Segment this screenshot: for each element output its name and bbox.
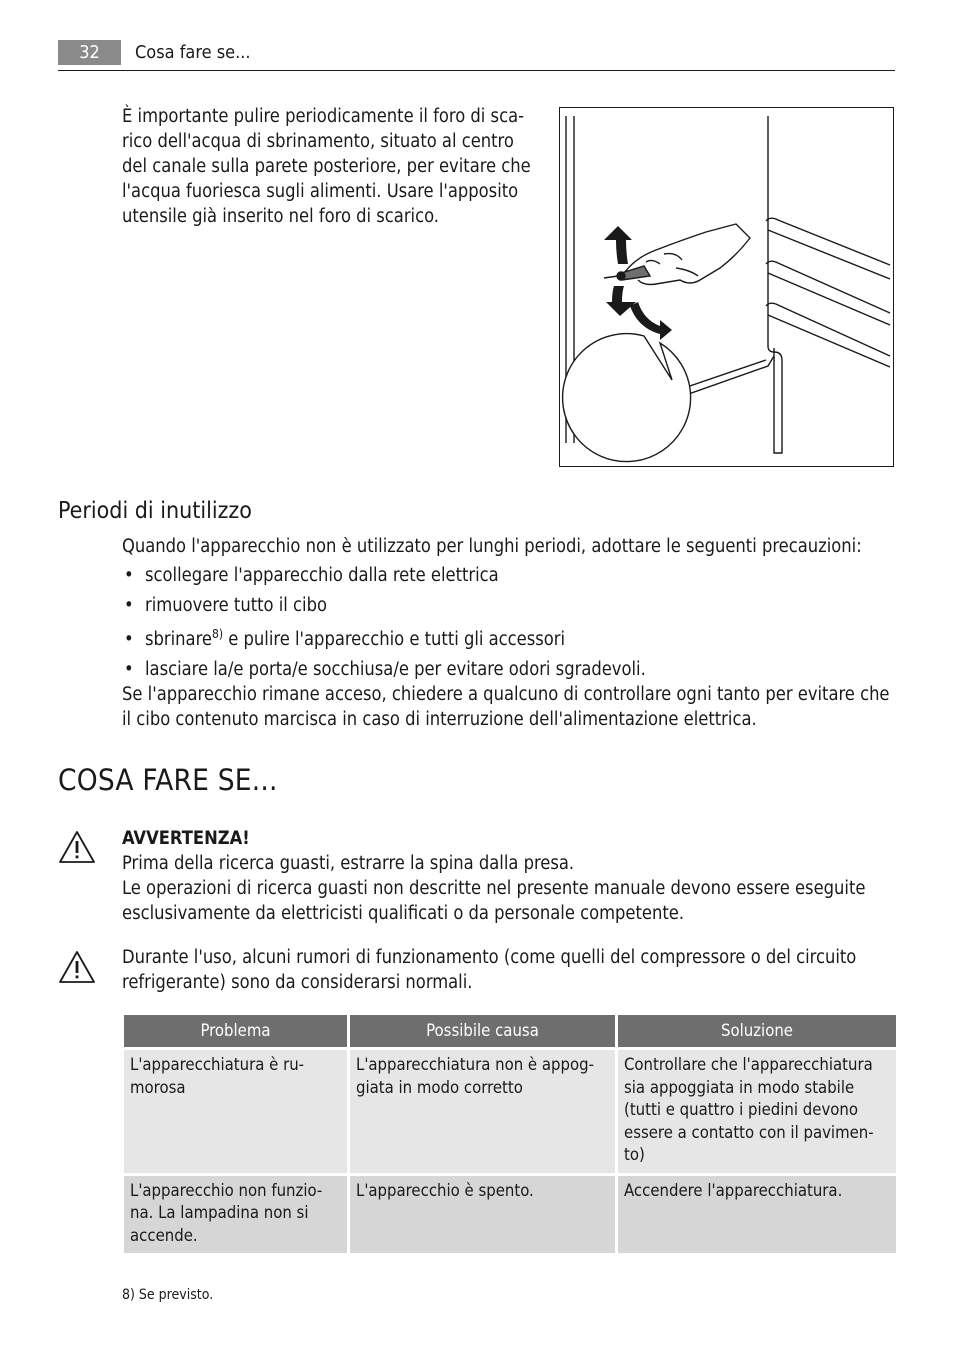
idle-precautions-list [122, 563, 892, 682]
warning-text: Le operazioni di ricerca guasti non descritte nel presente manuale devono essere eseguite esclusivamente da elettricisti qualificati o da personale competente. [122, 878, 866, 924]
drain-hole-illustration [559, 107, 894, 467]
warning-block [122, 826, 892, 926]
intro-line: È importante pulire periodicamente il foro di sca- [122, 106, 524, 127]
list-item-text: lasciare la/e porta/e socchiusa/e per evitare odori sgradevoli. [145, 659, 646, 680]
column-header: Possibile causa [350, 1015, 615, 1047]
list-item-text: rimuovere tutto il cibo [145, 595, 327, 616]
column-header: Soluzione [618, 1015, 896, 1047]
header-rule [58, 70, 895, 71]
footnote: 8) Se previsto. [122, 1287, 214, 1303]
intro-line: rico dell'acqua di sbrinamento, situato al centro [122, 131, 514, 152]
bullet-icon: • [124, 659, 134, 680]
warning-icon [58, 950, 96, 984]
list-item-text: scollegare l'apparecchio dalla rete elettrica [145, 565, 499, 586]
idle-note: Se l'apparecchio rimane acceso, chiedere a qualcuno di controllare ogni tanto per evitare che il cibo contenuto marcisca in caso di interruzione dell'alimentazione elettrica. [122, 684, 890, 730]
table-header-row [124, 1015, 896, 1047]
warning-title: AVVERTENZA! [122, 828, 250, 849]
list-item-text: sbrinare [145, 629, 212, 650]
table-cell: L'apparecchiatura non è appog-giata in modo corretto [350, 1047, 615, 1173]
intro-line: l'acqua fuoriesca sugli alimenti. Usare l'apposito [122, 181, 519, 202]
noise-note: Durante l'uso, alcuni rumori di funzionamento (come quelli del compressore o del circuito refrigerante) sono da considerarsi normali. [122, 947, 857, 993]
warning-text: Prima della ricerca guasti, estrarre la spina dalla presa. [122, 853, 575, 874]
list-item [122, 657, 892, 682]
table-cell: Controllare che l'apparecchiatura sia appoggiata in modo stabile (tutti e quattro i piedini devono essere a contatto con il pavimen-to) [618, 1047, 896, 1173]
table-row [124, 1173, 896, 1254]
idle-lead: Quando l'apparecchio non è utilizzato per lunghi periodi, adottare le seguenti precauzioni: [122, 536, 862, 557]
running-header: Cosa fare se... [135, 42, 251, 63]
bullet-icon: • [124, 565, 134, 586]
section-heading-idle: Periodi di inutilizzo [58, 498, 252, 524]
table-cell: L'apparecchiatura è ru-morosa [124, 1047, 347, 1173]
table-cell: Accendere l'apparecchiatura. [618, 1173, 896, 1254]
table-cell: L'apparecchio è spento. [350, 1173, 615, 1254]
table-row [124, 1047, 896, 1173]
footnote-ref: 8) [211, 627, 224, 641]
section-heading-troubleshooting: COSA FARE SE... [58, 763, 278, 797]
bullet-icon: • [124, 595, 134, 616]
list-item [122, 563, 892, 588]
bullet-icon: • [124, 629, 134, 650]
intro-paragraph [122, 104, 542, 229]
warning-icon [58, 830, 96, 864]
list-item [122, 593, 892, 618]
table-cell: L'apparecchio non funzio-na. La lampadina non si accende. [124, 1173, 347, 1254]
list-item [122, 627, 892, 652]
intro-line: utensile già inserito nel foro di scarico. [122, 206, 439, 227]
intro-line: del canale sulla parete posteriore, per evitare che [122, 156, 531, 177]
list-item-text-rest: e pulire l'apparecchio e tutti gli accessori [223, 629, 566, 650]
troubleshooting-table [121, 1015, 899, 1253]
fridge-drain-drawing [560, 108, 893, 466]
page-number: 32 [58, 40, 121, 65]
column-header: Problema [124, 1015, 347, 1047]
